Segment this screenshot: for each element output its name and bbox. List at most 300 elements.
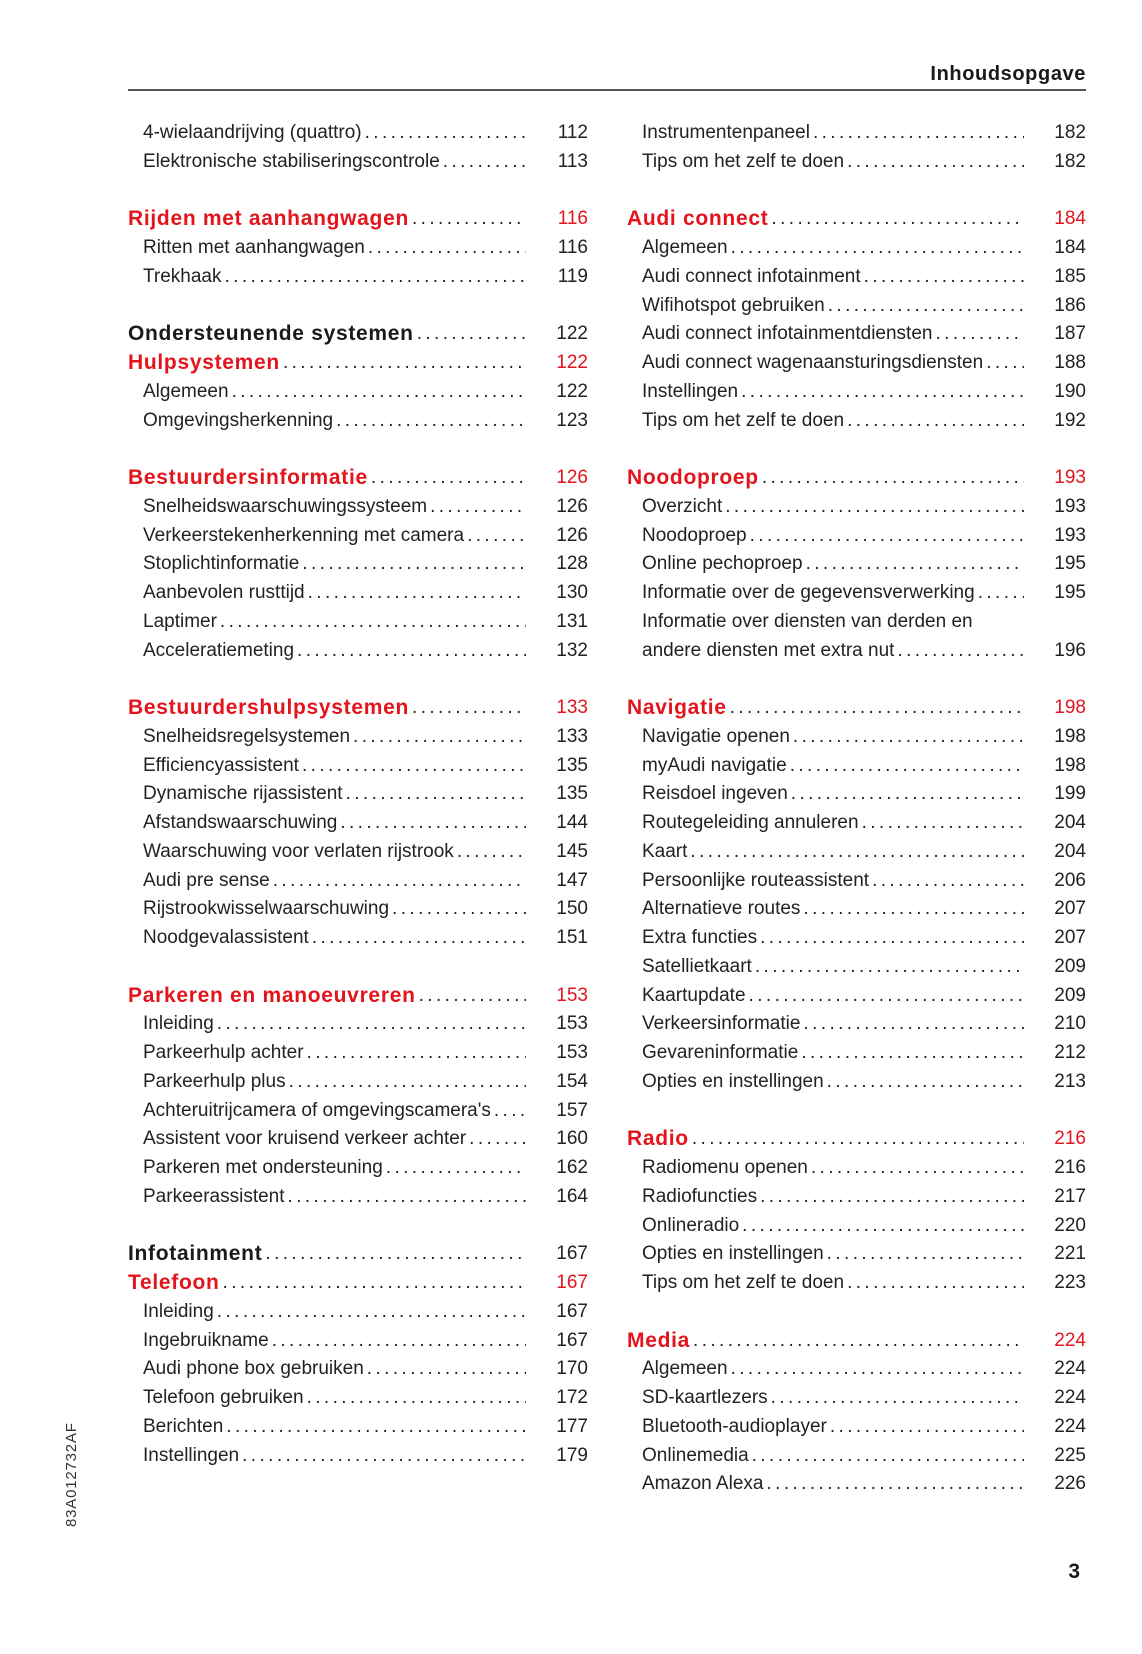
toc-entry-title: Acceleratiemeting xyxy=(143,639,295,661)
toc-entry-page: 213 xyxy=(1054,1070,1086,1092)
toc-entry-item[interactable] xyxy=(627,378,1086,407)
toc-entry-title: Bestuurdersinformatie xyxy=(128,466,368,489)
toc-entry-item[interactable] xyxy=(128,119,588,148)
toc-entry-title: Noodoproep xyxy=(627,466,759,489)
toc-entry-item[interactable] xyxy=(128,1384,588,1413)
toc-entry-section[interactable] xyxy=(128,320,588,349)
dot-leader xyxy=(741,378,1024,407)
toc-entry-item[interactable] xyxy=(627,493,1086,522)
dot-leader xyxy=(766,1470,1024,1499)
dot-leader xyxy=(827,1068,1024,1097)
toc-entry-item[interactable] xyxy=(627,809,1086,838)
dot-leader xyxy=(762,464,1024,493)
toc-entry-title: SD-kaartlezers xyxy=(642,1387,768,1408)
dot-leader xyxy=(430,493,526,522)
dot-leader xyxy=(365,119,526,148)
toc-entry-title: Opties en instellingen xyxy=(642,1070,824,1092)
toc-entry-item[interactable] xyxy=(128,1442,588,1471)
toc-entry-item[interactable] xyxy=(128,263,588,292)
toc-entry-item[interactable] xyxy=(128,1068,588,1097)
toc-entry-title: Efficiencyassistent xyxy=(143,754,299,776)
toc-entry-item[interactable] xyxy=(627,867,1086,896)
toc-entry-title: Navigatie xyxy=(627,696,727,719)
dot-leader xyxy=(307,1039,526,1068)
toc-entry-title: Rijden met aanhangwagen xyxy=(128,207,409,231)
toc-entry-item[interactable] xyxy=(627,752,1086,781)
toc-entry-item[interactable] xyxy=(128,1355,588,1384)
toc-entry-item[interactable] xyxy=(627,1183,1086,1212)
toc-entry-page: 144 xyxy=(556,812,588,833)
dot-leader xyxy=(232,378,526,407)
toc-entry-page: 185 xyxy=(1054,265,1086,287)
toc-entry-page: 204 xyxy=(1054,812,1086,833)
toc-entry-item[interactable] xyxy=(128,234,588,263)
toc-entry-page: 145 xyxy=(556,840,588,862)
toc-entry-chapter[interactable] xyxy=(627,1327,1086,1356)
toc-entry-title: Audi connect wagenaansturingsdiensten xyxy=(642,352,984,373)
toc-entry-page: 170 xyxy=(556,1358,588,1380)
toc-entry-item[interactable] xyxy=(627,1413,1086,1442)
toc-entry-page: 157 xyxy=(556,1099,588,1121)
toc-entry-item[interactable] xyxy=(627,407,1086,436)
dot-leader xyxy=(217,1298,526,1327)
toc-entry-title: Infotainment xyxy=(128,1242,263,1266)
toc-entry-item[interactable] xyxy=(627,723,1086,752)
dot-leader xyxy=(288,1183,526,1212)
dot-leader xyxy=(412,694,526,723)
toc-entry-page: 195 xyxy=(1054,553,1086,575)
toc-entry-title: Ingebruikname xyxy=(143,1329,269,1351)
toc-entry-page: 119 xyxy=(557,265,588,287)
dot-leader xyxy=(830,1413,1024,1442)
toc-entry-item[interactable] xyxy=(627,608,1086,637)
toc-entry-title: Audi phone box gebruiken xyxy=(143,1358,364,1380)
toc-entry-page: 221 xyxy=(1054,1243,1086,1265)
toc-entry-title: Algemeen xyxy=(143,380,229,402)
toc-entry-title: Radiomenu openen xyxy=(642,1157,808,1178)
dot-leader xyxy=(862,809,1024,838)
dot-leader xyxy=(806,550,1024,579)
toc-entry-item[interactable] xyxy=(627,522,1086,551)
toc-right-column xyxy=(627,119,1086,1499)
toc-entry-page: 130 xyxy=(556,582,588,603)
toc-entry-item[interactable] xyxy=(128,895,588,924)
dot-leader xyxy=(371,464,526,493)
dot-leader xyxy=(801,1039,1024,1068)
dot-leader xyxy=(353,723,526,752)
toc-entry-title: Audi connect xyxy=(627,207,769,231)
toc-entry-title: Verkeersinformatie xyxy=(642,1013,801,1035)
toc-entry-title: Parkeerhulp achter xyxy=(143,1042,304,1063)
toc-entry-title: Instellingen xyxy=(642,380,739,402)
toc-spacer xyxy=(128,953,588,982)
toc-entry-item[interactable] xyxy=(627,320,1086,349)
toc-entry-item[interactable] xyxy=(128,637,588,666)
toc-entry-item[interactable] xyxy=(627,1212,1086,1241)
toc-entry-title: Routegeleiding annuleren xyxy=(642,812,859,833)
toc-entry-page: 216 xyxy=(1054,1157,1086,1178)
toc-entry-title: Telefoon xyxy=(128,1271,220,1294)
dot-leader xyxy=(443,148,526,177)
dot-leader xyxy=(791,780,1024,809)
dot-leader xyxy=(760,1183,1024,1212)
toc-entry-page: 147 xyxy=(556,869,588,891)
dot-leader xyxy=(793,723,1024,752)
toc-entry-title: Onlineradio xyxy=(642,1214,740,1236)
toc-entry-page: 126 xyxy=(556,524,588,546)
document-code: 83A012732AF xyxy=(63,1422,80,1527)
dot-leader xyxy=(976,608,1024,637)
toc-entry-page: 225 xyxy=(1054,1444,1086,1466)
toc-spacer xyxy=(128,435,588,464)
toc-entry-item[interactable] xyxy=(128,378,588,407)
toc-entry-page: 188 xyxy=(1054,352,1086,373)
dot-leader xyxy=(392,895,526,924)
dot-leader xyxy=(336,407,526,436)
toc-entry-title: Navigatie openen xyxy=(642,725,790,747)
toc-entry-page: 128 xyxy=(556,553,588,575)
toc-entry-title: Kaartupdate xyxy=(642,984,746,1006)
dot-leader xyxy=(265,1240,526,1269)
toc-entry-title: Hulpsystemen xyxy=(128,351,280,374)
page-header-title: Inhoudsopgave xyxy=(930,63,1086,85)
toc-entry-title: Dynamische rijassistent xyxy=(143,783,343,805)
toc-entry-item[interactable] xyxy=(627,1442,1086,1471)
toc-entry-page: 209 xyxy=(1054,955,1086,977)
page-number: 3 xyxy=(1068,1560,1080,1583)
toc-entry-page: 210 xyxy=(1054,1013,1086,1035)
toc-entry-title: Overzicht xyxy=(642,495,723,517)
toc-entry-item[interactable] xyxy=(128,1097,588,1126)
dot-leader xyxy=(760,924,1024,953)
toc-entry-item[interactable] xyxy=(627,148,1086,177)
toc-entry-item[interactable] xyxy=(627,780,1086,809)
toc-entry-page: 179 xyxy=(556,1444,588,1466)
dot-leader xyxy=(467,522,526,551)
toc-entry-page: 167 xyxy=(556,1300,588,1322)
toc-entry-item[interactable] xyxy=(627,1240,1086,1269)
toc-entry-item[interactable] xyxy=(627,579,1086,608)
toc-entry-item[interactable] xyxy=(128,1298,588,1327)
dot-leader xyxy=(693,1327,1024,1356)
toc-entry-page: 160 xyxy=(556,1128,588,1150)
toc-entry-item[interactable] xyxy=(128,493,588,522)
dot-leader xyxy=(226,1413,526,1442)
toc-entry-page: 223 xyxy=(1054,1272,1086,1293)
toc-entry-page: 193 xyxy=(1054,467,1086,488)
toc-entry-item[interactable] xyxy=(627,263,1086,292)
toc-entry-title: Reisdoel ingeven xyxy=(642,783,788,805)
toc-entry-item[interactable] xyxy=(128,867,588,896)
toc-entry-title: Assistent voor kruisend verkeer achter xyxy=(143,1128,467,1150)
dot-leader xyxy=(225,263,527,292)
toc-entry-item[interactable] xyxy=(627,1470,1086,1499)
dot-leader xyxy=(813,119,1024,148)
toc-entry-section[interactable] xyxy=(128,1240,588,1269)
dot-leader xyxy=(302,752,526,781)
toc-entry-title: Instellingen xyxy=(143,1444,240,1466)
dot-leader xyxy=(220,608,526,637)
toc-spacer xyxy=(128,665,588,694)
toc-spacer xyxy=(128,1212,588,1241)
dot-leader xyxy=(469,1125,526,1154)
dot-leader xyxy=(742,1212,1024,1241)
toc-entry-item[interactable] xyxy=(128,550,588,579)
dot-leader xyxy=(367,1355,526,1384)
dot-leader xyxy=(412,205,526,234)
toc-entry-page: 135 xyxy=(556,754,588,776)
toc-entry-page: 207 xyxy=(1054,927,1086,948)
toc-entry-chapter[interactable] xyxy=(128,1269,588,1298)
toc-entry-title: Rijstrookwisselwaarschuwing xyxy=(143,898,390,920)
dot-leader xyxy=(302,550,526,579)
toc-entry-chapter[interactable] xyxy=(128,464,588,493)
dot-leader xyxy=(417,320,526,349)
toc-entry-chapter[interactable] xyxy=(627,205,1086,234)
dot-leader xyxy=(827,1240,1024,1269)
toc-entry-item[interactable] xyxy=(128,1039,588,1068)
toc-entry-title: Snelheidsregelsystemen xyxy=(143,725,351,747)
toc-entry-title: Extra functies xyxy=(642,927,758,948)
dot-leader xyxy=(223,1269,526,1298)
toc-entry-item[interactable] xyxy=(627,1384,1086,1413)
toc-entry-title: Parkeerhulp plus xyxy=(143,1070,286,1092)
toc-entry-title: Verkeerstekenherkenning met camera xyxy=(143,524,465,546)
dot-leader xyxy=(755,953,1024,982)
toc-left-column xyxy=(128,119,588,1470)
dot-leader xyxy=(692,1125,1024,1154)
toc-entry-item[interactable] xyxy=(128,1010,588,1039)
toc-spacer xyxy=(627,177,1086,206)
toc-entry-title: Informatie over de gegevensverwerking xyxy=(642,582,975,603)
toc-entry-page: 123 xyxy=(556,409,588,431)
toc-entry-title: Stoplichtinformatie xyxy=(143,553,300,575)
toc-entry-page: 153 xyxy=(556,1042,588,1063)
toc-entry-item[interactable] xyxy=(128,148,588,177)
toc-entry-page: 207 xyxy=(1054,898,1086,920)
toc-entry-item[interactable] xyxy=(627,1010,1086,1039)
toc-entry-item[interactable] xyxy=(627,349,1086,378)
toc-entry-page: 177 xyxy=(556,1415,588,1437)
dot-leader xyxy=(289,1068,526,1097)
toc-entry-item[interactable] xyxy=(627,953,1086,982)
toc-entry-page: 150 xyxy=(556,898,588,920)
toc-entry-page: 212 xyxy=(1054,1042,1086,1063)
toc-entry-page: 172 xyxy=(556,1387,588,1408)
toc-entry-item[interactable] xyxy=(128,1413,588,1442)
dot-leader xyxy=(847,1269,1024,1298)
toc-entry-title: Tips om het zelf te doen xyxy=(642,409,845,431)
toc-entry-item[interactable] xyxy=(627,1068,1086,1097)
toc-entry-page: 113 xyxy=(557,150,588,172)
toc-entry-title: Tips om het zelf te doen xyxy=(642,150,845,172)
toc-entry-page: 122 xyxy=(556,323,588,345)
toc-spacer xyxy=(627,435,1086,464)
toc-entry-item[interactable] xyxy=(128,752,588,781)
toc-entry-chapter[interactable] xyxy=(627,1125,1086,1154)
toc-entry-title: Informatie over diensten van derden en xyxy=(642,610,973,632)
toc-entry-title: Aanbevolen rusttijd xyxy=(143,582,305,603)
toc-entry-chapter[interactable] xyxy=(627,694,1086,723)
toc-entry-page: 167 xyxy=(556,1329,588,1351)
toc-entry-item[interactable] xyxy=(627,234,1086,263)
toc-entry-page: 122 xyxy=(556,352,588,373)
toc-entry-page: 133 xyxy=(556,697,588,718)
toc-entry-title: Berichten xyxy=(143,1415,224,1437)
toc-entry-item[interactable] xyxy=(627,119,1086,148)
toc-entry-item[interactable] xyxy=(128,838,588,867)
toc-entry-title: Achteruitrijcamera of omgevingscamera's xyxy=(143,1099,491,1121)
toc-entry-page: 132 xyxy=(556,639,588,661)
toc-entry-page: 182 xyxy=(1054,122,1086,143)
toc-entry-title: Wifihotspot gebruiken xyxy=(642,294,825,316)
toc-entry-title: Alternatieve routes xyxy=(642,898,801,920)
toc-entry-title: Algemeen xyxy=(642,1358,728,1380)
dot-leader xyxy=(731,1355,1024,1384)
toc-entry-item[interactable] xyxy=(128,608,588,637)
toc-entry-page: 226 xyxy=(1054,1473,1086,1495)
toc-entry-page: 126 xyxy=(556,495,588,517)
dot-leader xyxy=(771,1384,1024,1413)
toc-entry-page: 187 xyxy=(1054,323,1086,345)
toc-entry-title: Satellietkaart xyxy=(642,955,752,977)
dot-leader xyxy=(847,148,1024,177)
dot-leader xyxy=(986,349,1024,378)
toc-entry-page: 151 xyxy=(556,927,588,948)
toc-entry-page: 224 xyxy=(1054,1387,1086,1408)
dot-leader xyxy=(847,407,1024,436)
toc-entry-page xyxy=(1024,608,1086,637)
toc-entry-chapter[interactable] xyxy=(627,464,1086,493)
toc-entry-page: 116 xyxy=(557,237,588,258)
toc-entry-page: 116 xyxy=(557,208,588,230)
dot-leader xyxy=(731,234,1024,263)
toc-entry-item[interactable] xyxy=(128,1125,588,1154)
toc-entry-item[interactable] xyxy=(128,1183,588,1212)
dot-leader xyxy=(297,637,526,666)
toc-entry-page: 209 xyxy=(1054,984,1086,1006)
toc-entry-title: Noodoproep xyxy=(642,524,747,546)
toc-entry-page: 199 xyxy=(1054,783,1086,805)
toc-entry-item[interactable] xyxy=(627,1039,1086,1068)
toc-entry-title: Radio xyxy=(627,1127,689,1151)
dot-leader xyxy=(312,924,526,953)
toc-entry-title: Audi connect infotainmentdiensten xyxy=(642,323,933,345)
toc-entry-item[interactable] xyxy=(128,1327,588,1356)
header-divider xyxy=(128,89,1086,91)
toc-entry-page: 167 xyxy=(556,1243,588,1265)
toc-entry-page: 193 xyxy=(1054,495,1086,517)
toc-entry-item[interactable] xyxy=(128,723,588,752)
toc-entry-item[interactable] xyxy=(627,895,1086,924)
dot-leader xyxy=(803,895,1024,924)
dot-leader xyxy=(457,838,526,867)
toc-entry-title: Ondersteunende systemen xyxy=(128,322,414,346)
toc-entry-page: 164 xyxy=(556,1185,588,1207)
toc-entry-item[interactable] xyxy=(627,1154,1086,1183)
toc-entry-item[interactable] xyxy=(627,637,1086,666)
toc-entry-title: Gevareninformatie xyxy=(642,1042,799,1063)
toc-entry-item[interactable] xyxy=(627,924,1086,953)
dot-leader xyxy=(242,1442,526,1471)
toc-entry-title: Trekhaak xyxy=(143,265,222,287)
toc-entry-title: Parkeren en manoeuvreren xyxy=(128,983,416,1007)
toc-entry-page: 131 xyxy=(556,610,588,632)
dot-leader xyxy=(340,809,526,838)
toc-entry-page: 126 xyxy=(556,467,588,488)
toc-entry-item[interactable] xyxy=(128,579,588,608)
toc-entry-title: Parkeren met ondersteuning xyxy=(143,1157,383,1178)
toc-entry-chapter[interactable] xyxy=(128,982,588,1011)
toc-entry-title: Online pechoproep xyxy=(642,553,803,575)
dot-leader xyxy=(771,205,1024,234)
toc-entry-page: 198 xyxy=(1054,725,1086,747)
toc-entry-item[interactable] xyxy=(128,522,588,551)
toc-entry-page: 135 xyxy=(556,783,588,805)
toc-entry-page: 112 xyxy=(557,122,588,143)
toc-spacer xyxy=(128,292,588,321)
toc-entry-item[interactable] xyxy=(627,550,1086,579)
toc-entry-title: Instrumentenpaneel xyxy=(642,122,810,143)
dot-leader xyxy=(864,263,1024,292)
toc-entry-item[interactable] xyxy=(128,809,588,838)
toc-entry-page: 186 xyxy=(1054,294,1086,316)
toc-entry-item[interactable] xyxy=(128,924,588,953)
dot-leader xyxy=(803,1010,1024,1039)
toc-entry-chapter[interactable] xyxy=(128,205,588,234)
toc-entry-title: Snelheidswaarschuwingssysteem xyxy=(143,495,428,517)
toc-entry-title: Opties en instellingen xyxy=(642,1243,824,1265)
toc-entry-item[interactable] xyxy=(128,1154,588,1183)
toc-entry-item[interactable] xyxy=(627,982,1086,1011)
dot-leader xyxy=(346,780,526,809)
dot-leader xyxy=(272,1327,526,1356)
toc-entry-item[interactable] xyxy=(128,407,588,436)
toc-entry-title: Afstandswaarschuwing xyxy=(143,812,338,833)
toc-entry-title: Persoonlijke routeassistent xyxy=(642,869,870,891)
toc-entry-page: 162 xyxy=(556,1157,588,1178)
dot-leader xyxy=(828,292,1024,321)
toc-entry-title: Ritten met aanhangwagen xyxy=(143,237,365,258)
toc-entry-item[interactable] xyxy=(627,838,1086,867)
toc-entry-item[interactable] xyxy=(128,780,588,809)
toc-entry-chapter[interactable] xyxy=(128,349,588,378)
toc-entry-page: 198 xyxy=(1054,754,1086,776)
toc-entry-item[interactable] xyxy=(627,292,1086,321)
toc-entry-title: Parkeerassistent xyxy=(143,1185,285,1207)
toc-entry-page: 153 xyxy=(556,1013,588,1035)
toc-entry-title: Omgevingsherkenning xyxy=(143,409,334,431)
toc-entry-page: 153 xyxy=(556,984,588,1006)
toc-entry-item[interactable] xyxy=(627,1269,1086,1298)
toc-entry-page: 220 xyxy=(1054,1214,1086,1236)
toc-entry-chapter[interactable] xyxy=(128,694,588,723)
toc-entry-page: 184 xyxy=(1054,237,1086,258)
toc-entry-page: 190 xyxy=(1054,380,1086,402)
dot-leader xyxy=(368,234,526,263)
toc-entry-page: 224 xyxy=(1054,1358,1086,1380)
toc-entry-title: 4-wielaandrijving (quattro) xyxy=(143,122,362,143)
toc-entry-title: Amazon Alexa xyxy=(642,1473,764,1495)
toc-entry-title: Kaart xyxy=(642,840,688,862)
toc-entry-page: 122 xyxy=(556,380,588,402)
toc-entry-page: 196 xyxy=(1054,639,1086,661)
toc-entry-title: andere diensten met extra nut xyxy=(642,639,895,661)
dot-leader xyxy=(730,694,1024,723)
toc-entry-item[interactable] xyxy=(627,1355,1086,1384)
dot-leader xyxy=(897,637,1024,666)
dot-leader xyxy=(386,1154,526,1183)
